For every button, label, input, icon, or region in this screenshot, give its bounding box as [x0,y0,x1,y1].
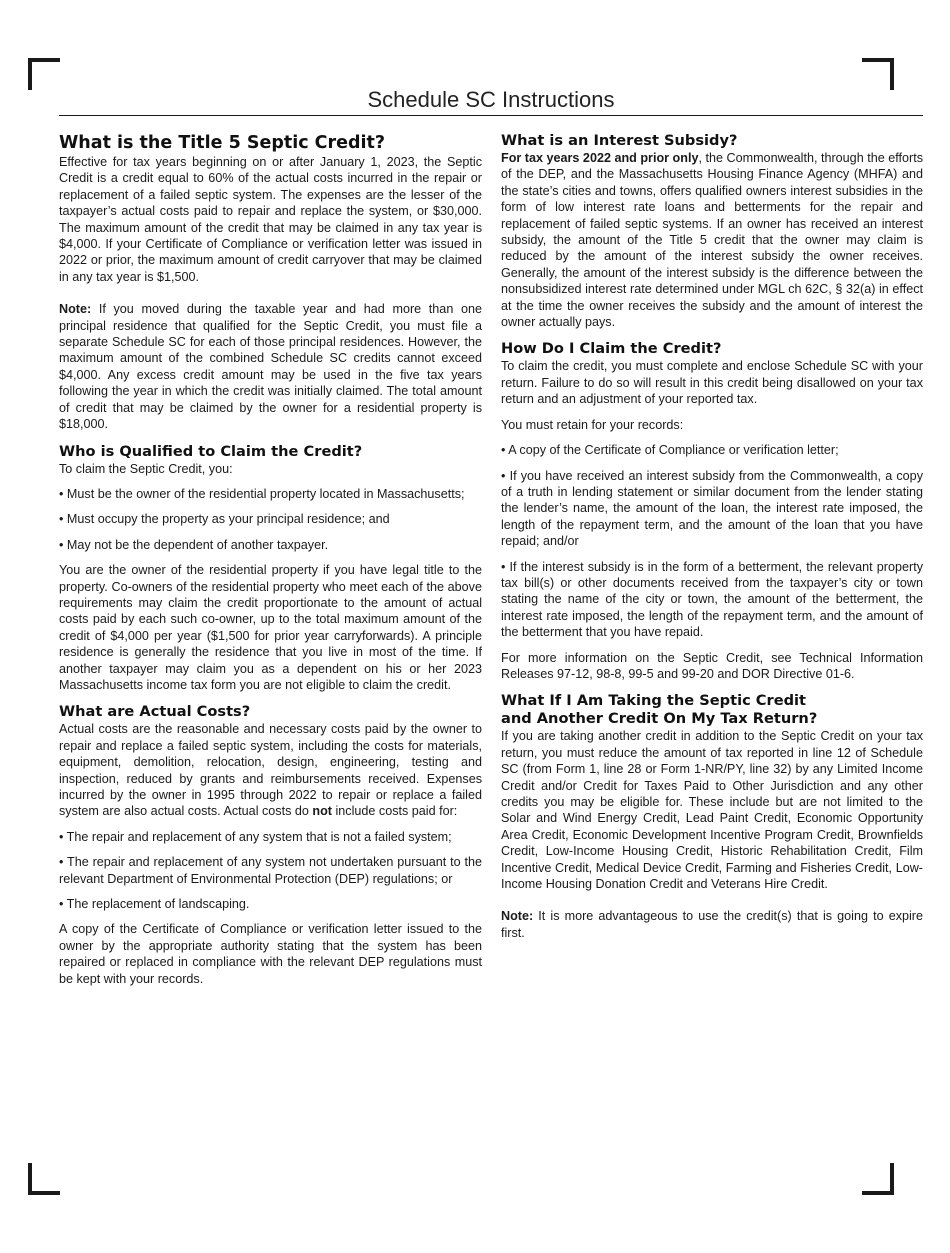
actual-costs-not: not [312,804,332,819]
crop-mark-bottom-right [862,1163,894,1195]
note-label: Note: [501,909,534,924]
interest-subsidy-text: , the Commonwealth, through the efforts of the DEP, and the Massachusetts Housing Finance Agency (MHFA) and the state’s cities and towns, offers qualified owners interest subsidies in the form of low interest rate loans and betterments for the repair and replacement of failed septic systems. If an owner has received an interest subsidy, the amount of the Title 5 credit that the owner may claim is reduced by the amount of the interest subsidy the owner receives. Generally, the amount of the interest subsidy is the difference between the nonsubsidized interest rate determined under MGL ch 62C, § 32(a) in effect at the time the owner receives the subsidy and the amount of interest the owner actually pays. [501,151,923,330]
note-text: If you moved during the taxable year and had more than one principal residence that qualified for the Septic Credit, you must file a separate Schedule SC for each of those principal residences. However, the maximum amount of the combined Schedule SC credits cannot exceed $4,000. Any excess credit amount may be used in the five tax years following the year in which the credit was initially claimed. The total amount of credit that may be claimed by the owner for a residential property is $18,000. [59,302,482,432]
costs-bullet-landscaping: • The replacement of landscaping. [59,897,250,912]
actual-costs-text-a: Actual costs are the reasonable and necessary costs paid by the owner to repair and replace a failed septic system, including the costs for materials, equipment, demolition, relocation, design, engineering, testing and inspection, reduced by grants and reimbursements received. Expenses incurred by the owner in 1995 through 2022 to repair or replace a failed system are also actual costs. Actual costs do [59,722,482,819]
crop-mark-top-left [28,58,60,90]
actual-costs-text-b: include costs paid for: [331,804,458,819]
qualified-bullet-occupy: • Must occupy the property as your principal residence; and [59,512,390,527]
qualified-bullet-owner: • Must be the owner of the residential property located in Massachusetts; [59,486,465,501]
more-info-paragraph: For more information on the Septic Credit, see Technical Information Releases 97-12, 98-8, 99-5 and 99-20 and DOR Directive 01-6. [501,650,923,681]
heading-claim-credit: How Do I Claim the Credit? [501,340,722,358]
interest-subsidy-bold: For tax years 2022 and prior only [501,151,699,165]
advantage-note [501,908,923,941]
qualified-paragraph: You are the owner of the residential property if you have legal title to the property. Co-owners of the residential property who meet each of the above requirements may claim the credit proportionate to the amount of actual costs paid by each such co-owner, up to the total maximum amount of the credit of $4,000 per year ($1,500 for prior year carryforwards). A principle residence is generally the residence that you live in most of the time. If another taxpayer may claim you as a dependent on his or her 2023 Massachusetts income tax form you are not eligible to claim the credit. [59,563,482,692]
right-column [501,128,923,941]
heading-interest-subsidy: What is an Interest Subsidy? [501,132,738,149]
page-title: Schedule SC Instructions [59,84,923,116]
another-credit-paragraph: If you are taking another credit in addition to the Septic Credit on your tax return, you must reduce the amount of tax reported in line 12 of Schedule SC (from Form 1, line 28 or Form 1-NR/PY, line 32) by any Limited Income Credit and/or Credit for Taxes Paid to Other Jurisdiction and any other credits you may be eligible for. These include but are not limited to the Solar and Wind Energy Credit, Lead Paint Credit, Economic Opportunity Area Credit, Economic Development Incentive Program Credit, Brownfields Credit, Low-Income Housing Credit, Historic Rehabilitation Credit, Film Incentive Credit, Medical Device Credit, Farming and Fisheries Credit, Low-Income Housing Donation Credit and Veterans Hire Credit. [501,729,923,892]
heading-another-credit [501,692,923,728]
retain-bullet-betterment: • If the interest subsidy is in the form of a betterment, the relevant property tax bill(s) or other documents received from the taxpayer’s city or town stating the name of the city or town, the amount of the betterment, the interest rate imposed, the length of the repayment term, and the amount of the betterment that you have repaid. [501,559,923,640]
septic-credit-note [59,301,482,432]
left-column [59,128,482,987]
qualified-intro: To claim the Septic Credit, you: [59,461,233,476]
interest-subsidy-paragraph [501,150,923,330]
qualified-bullet-dependent: • May not be the dependent of another taxpayer. [59,537,329,552]
heading-another-credit-line1: What If I Am Taking the Septic Credit [501,692,807,710]
retain-intro: You must retain for your records: [501,417,684,432]
note-label: Note: [59,302,92,317]
costs-bullet-not-failed: • The repair and replacement of any system that is not a failed system; [59,829,452,844]
claim-paragraph: To claim the credit, you must complete and enclose Schedule SC with your return. Failure to do so will result in this credit being disallowed on your tax return and an adjustment of your reported tax. [501,359,923,407]
certificate-paragraph: A copy of the Certificate of Compliance or verification letter issued to the owner by the appropriate authority stating that the system has been repaired or replaced in compliance with the relevant DEP regulations must be kept with your records. [59,922,482,986]
septic-credit-paragraph: Effective for tax years beginning on or after January 1, 2023, the Septic Credit is a credit equal to 60% of the actual costs incurred in the repair or replacement of a failed septic system. The expenses are the lesser of the taxpayer’s actual costs paid to repair and replace the system, or $30,000. The maximum amount of the credit that may be claimed in any tax year is $4,000. If your Certificate of Compliance or verification letter was issued in 2022 or prior, the maximum amount of credit carryover that may be claimed in any tax year is $1,500. [59,155,482,284]
retain-bullet-certificate: • A copy of the Certificate of Compliance or verification letter; [501,443,839,458]
heading-septic-credit: What is the Title 5 Septic Credit? [59,133,386,153]
heading-qualified: Who is Qualified to Claim the Credit? [59,442,363,460]
actual-costs-paragraph [59,721,482,819]
heading-another-credit-line2: and Another Credit On My Tax Return? [501,710,818,728]
costs-bullet-dep: • The repair and replacement of any system not undertaken pursuant to the relevant Department of Environmental Protection (DEP) regulations; or [59,855,482,886]
retain-bullet-lending: • If you have received an interest subsidy from the Commonwealth, a copy of a truth in lending statement or similar document from the lender stating the lender’s name, the amount of the loan, the interest rate imposed, the length of the repayment term, and the amount of the loan that you have repaid; and/or [501,468,923,549]
note-text: It is more advantageous to use the credit(s) that is going to expire first. [501,909,923,940]
crop-mark-bottom-left [28,1163,60,1195]
heading-actual-costs: What are Actual Costs? [59,703,251,721]
